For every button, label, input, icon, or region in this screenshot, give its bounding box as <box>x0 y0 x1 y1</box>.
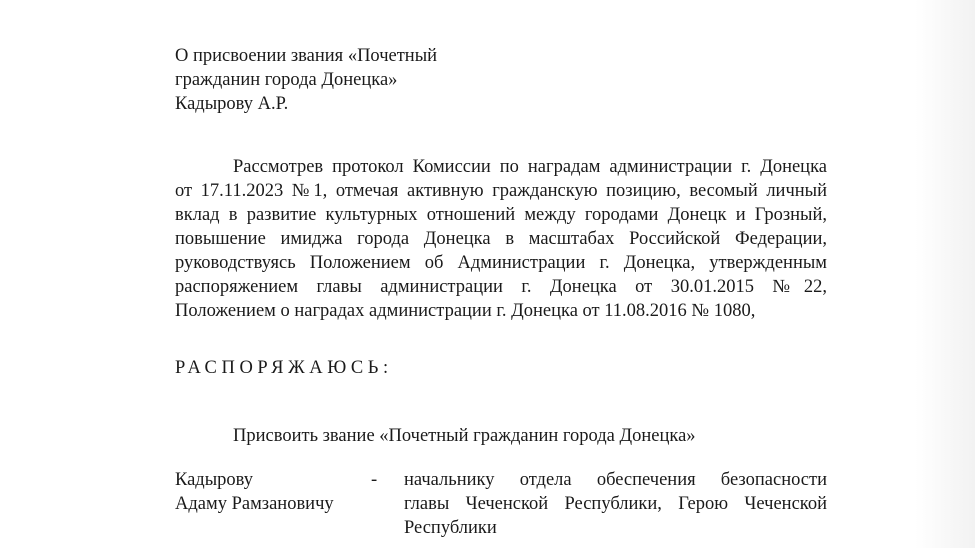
recipient-surname: Кадырову <box>175 470 254 490</box>
subject-line-2: гражданин города Донецка» <box>175 70 398 90</box>
preamble-line-4: повышение имиджа города Донецка в масштабах Российской Федерации, <box>175 229 827 249</box>
subject-line-3: Кадырову А.Р. <box>175 94 289 114</box>
preamble-line-7: Положением о наградах администрации г. Донецка от 11.08.2016 № 1080, <box>175 301 756 321</box>
preamble-line-3: вклад в развитие культурных отношений между городами Донецк и Грозный, <box>175 205 827 225</box>
recipient-name: Адаму Рамзановичу <box>175 494 334 514</box>
recipient-position-line-1: начальнику отдела обеспечения безопасности <box>404 470 827 490</box>
recipient-dash: - <box>371 470 378 490</box>
preamble-line-5: руководствуясь Положением об Администрации г. Донецка, утвержденным <box>175 253 827 273</box>
order-heading: РАСПОРЯЖАЮСЬ: <box>175 358 393 378</box>
preamble-line-2: от 17.11.2023 №1, отмечая активную гражданскую позицию, весомый личный <box>175 181 827 201</box>
preamble-line-6: распоряжением главы администрации г. Донецка от 30.01.2015 №22, <box>175 277 827 297</box>
recipient-position-line-3: Республики <box>404 518 497 538</box>
preamble-line-1: Рассмотрев протокол Комиссии по наградам администрации г. Донецка <box>233 157 827 177</box>
award-line: Присвоить звание «Почетный гражданин города Донецка» <box>233 426 696 446</box>
scan-edge-shadow <box>915 0 975 548</box>
subject-line-1: О присвоении звания «Почетный <box>175 46 438 66</box>
recipient-position-line-2: главы Чеченской Республики, Герою Чеченской <box>404 494 827 514</box>
